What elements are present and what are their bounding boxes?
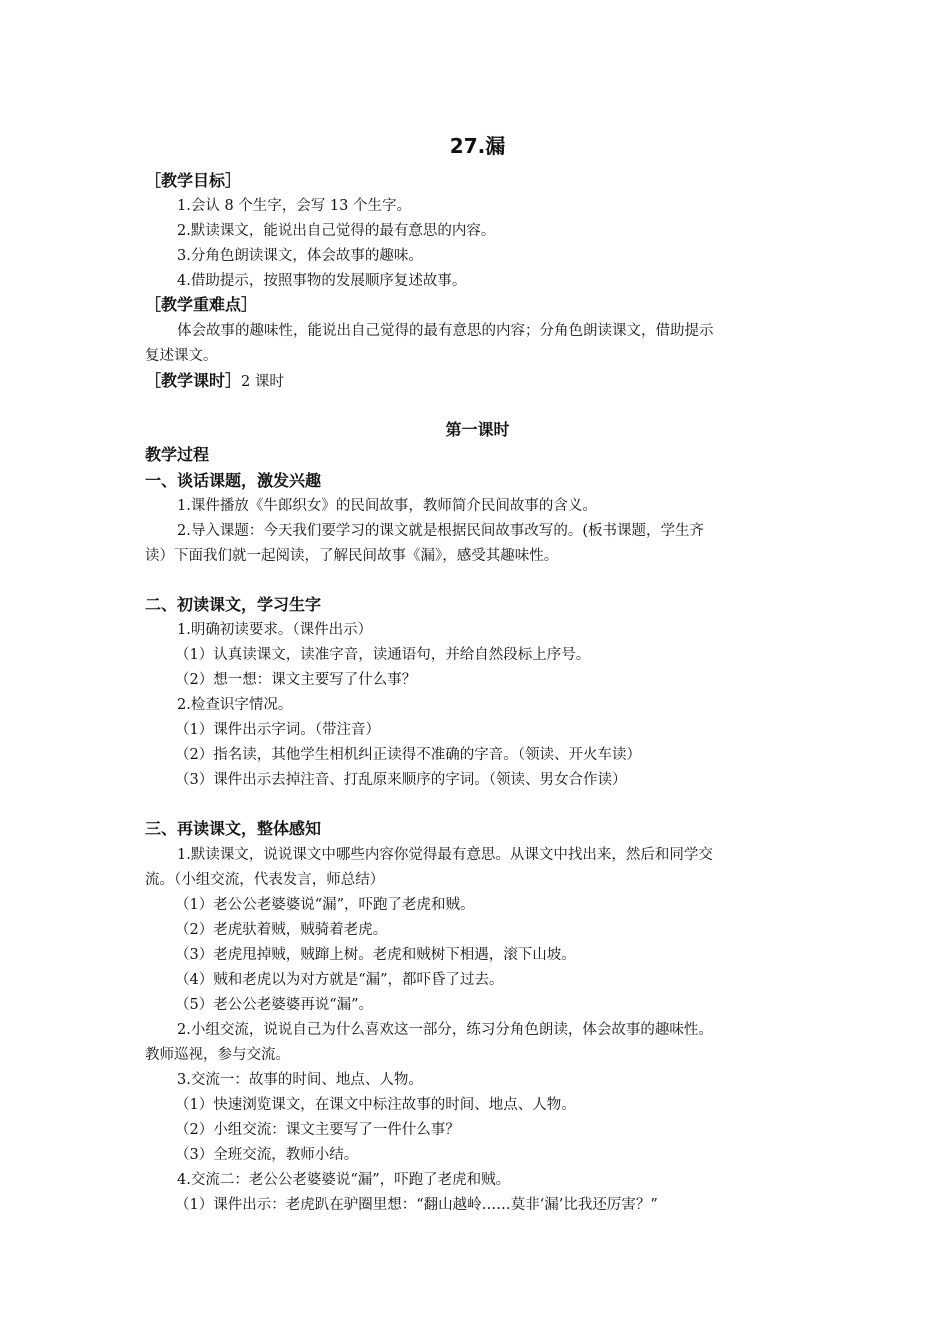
paragraph-line: （1）课件出示：老虎趴在驴圈里想：“翻山越岭……莫非‘漏’比我还厉害？” — [175, 1197, 658, 1213]
paragraph-line: 3.交流一：故事的时间、地点、人物。 — [177, 1072, 423, 1088]
paragraph-line: （5）老公公老婆婆再说“漏”。 — [175, 997, 374, 1013]
hours-value: 2 课时 — [241, 374, 284, 390]
paragraph-line: 2.小组交流，说说自己为什么喜欢这一部分，练习分角色朗读，体会故事的趣味性。 — [177, 1022, 713, 1038]
lesson-title: 第一课时 — [445, 420, 510, 439]
paragraph-line: 1.课件播放《牛郎织女》的民间故事，教师简介民间故事的含义。 — [177, 498, 597, 514]
hours-row — [145, 368, 284, 391]
paragraph-line: 2.导入课题：今天我们要学习的课文就是根据民间故事改写的。(板书课题，学生齐 — [177, 523, 704, 539]
section-heading: 二、初读课文，学习生字 — [145, 595, 322, 614]
paragraph-line: （2）指名读，其他学生相机纠正读得不准确的字音。（领读、开火车读） — [175, 747, 641, 763]
paragraph-line: 1.明确初读要求。（课件出示） — [177, 622, 373, 638]
objective-item: 3.分角色朗读课文，体会故事的趣味。 — [177, 248, 423, 264]
objective-item: 2.默读课文，能说出自己觉得的最有意思的内容。 — [177, 223, 496, 239]
paragraph-line: （2）想一想：课文主要写了什么事？ — [175, 672, 417, 688]
objectives-heading: ［教学目标］ — [145, 171, 242, 190]
page-title: 27.漏 — [449, 134, 506, 158]
paragraph-line: （3）课件出示去掉注音、打乱原来顺序的字词。（领读、男女合作读） — [175, 772, 627, 788]
section-heading: 三、再读课文，整体感知 — [145, 819, 322, 838]
difficulties-text-cont: 复述课文。 — [145, 348, 218, 364]
paragraph-line: 2.检查识字情况。 — [177, 697, 293, 713]
paragraph-line: 教师巡视，参与交流。 — [145, 1047, 290, 1063]
objective-item: 4.借助提示，按照事物的发展顺序复述故事。 — [177, 273, 467, 289]
paragraph-line: （3）老虎甩掉贼，贼蹿上树。老虎和贼树下相遇，滚下山坡。 — [175, 947, 576, 963]
process-heading: 教学过程 — [145, 445, 210, 464]
difficulties-heading: ［教学重难点］ — [145, 295, 258, 314]
difficulties-text: 体会故事的趣味性，能说出自己觉得的最有意思的内容；分角色朗读课文，借助提示 — [177, 323, 714, 339]
paragraph-line: （1）快速浏览课文，在课文中标注故事的时间、地点、人物。 — [175, 1097, 576, 1113]
paragraph-line: （1）课件出示字词。（带注音） — [175, 722, 380, 738]
section-heading: 一、谈话课题，激发兴趣 — [145, 471, 322, 490]
paragraph-line: （4）贼和老虎以为对方就是“漏”，都吓昏了过去。 — [175, 972, 504, 988]
paragraph-line: （1）认真读课文，读准字音，读通语句，并给自然段标上序号。 — [175, 647, 591, 663]
paragraph-line: （2）老虎驮着贼，贼骑着老虎。 — [175, 922, 388, 938]
paragraph-line: 1.默读课文，说说课文中哪些内容你觉得最有意思。从课文中找出来，然后和同学交 — [177, 847, 713, 863]
objective-item: 1.会认 8 个生字，会写 13 个生字。 — [177, 198, 411, 214]
paragraph-line: 流。（小组交流，代表发言，师总结） — [145, 872, 385, 888]
paragraph-line: （1）老公公老婆婆说“漏”，吓跑了老虎和贼。 — [175, 897, 475, 913]
paragraph-line: 读）下面我们就一起阅读，了解民间故事《漏》，感受其趣味性。 — [145, 548, 559, 564]
paragraph-line: （2）小组交流：课文主要写了一件什么事？ — [175, 1122, 460, 1138]
hours-heading: ［教学课时］ — [145, 371, 242, 390]
paragraph-line: 4.交流二：老公公老婆婆说“漏”，吓跑了老虎和贼。 — [177, 1172, 511, 1188]
paragraph-line: （3）全班交流，教师小结。 — [175, 1147, 359, 1163]
